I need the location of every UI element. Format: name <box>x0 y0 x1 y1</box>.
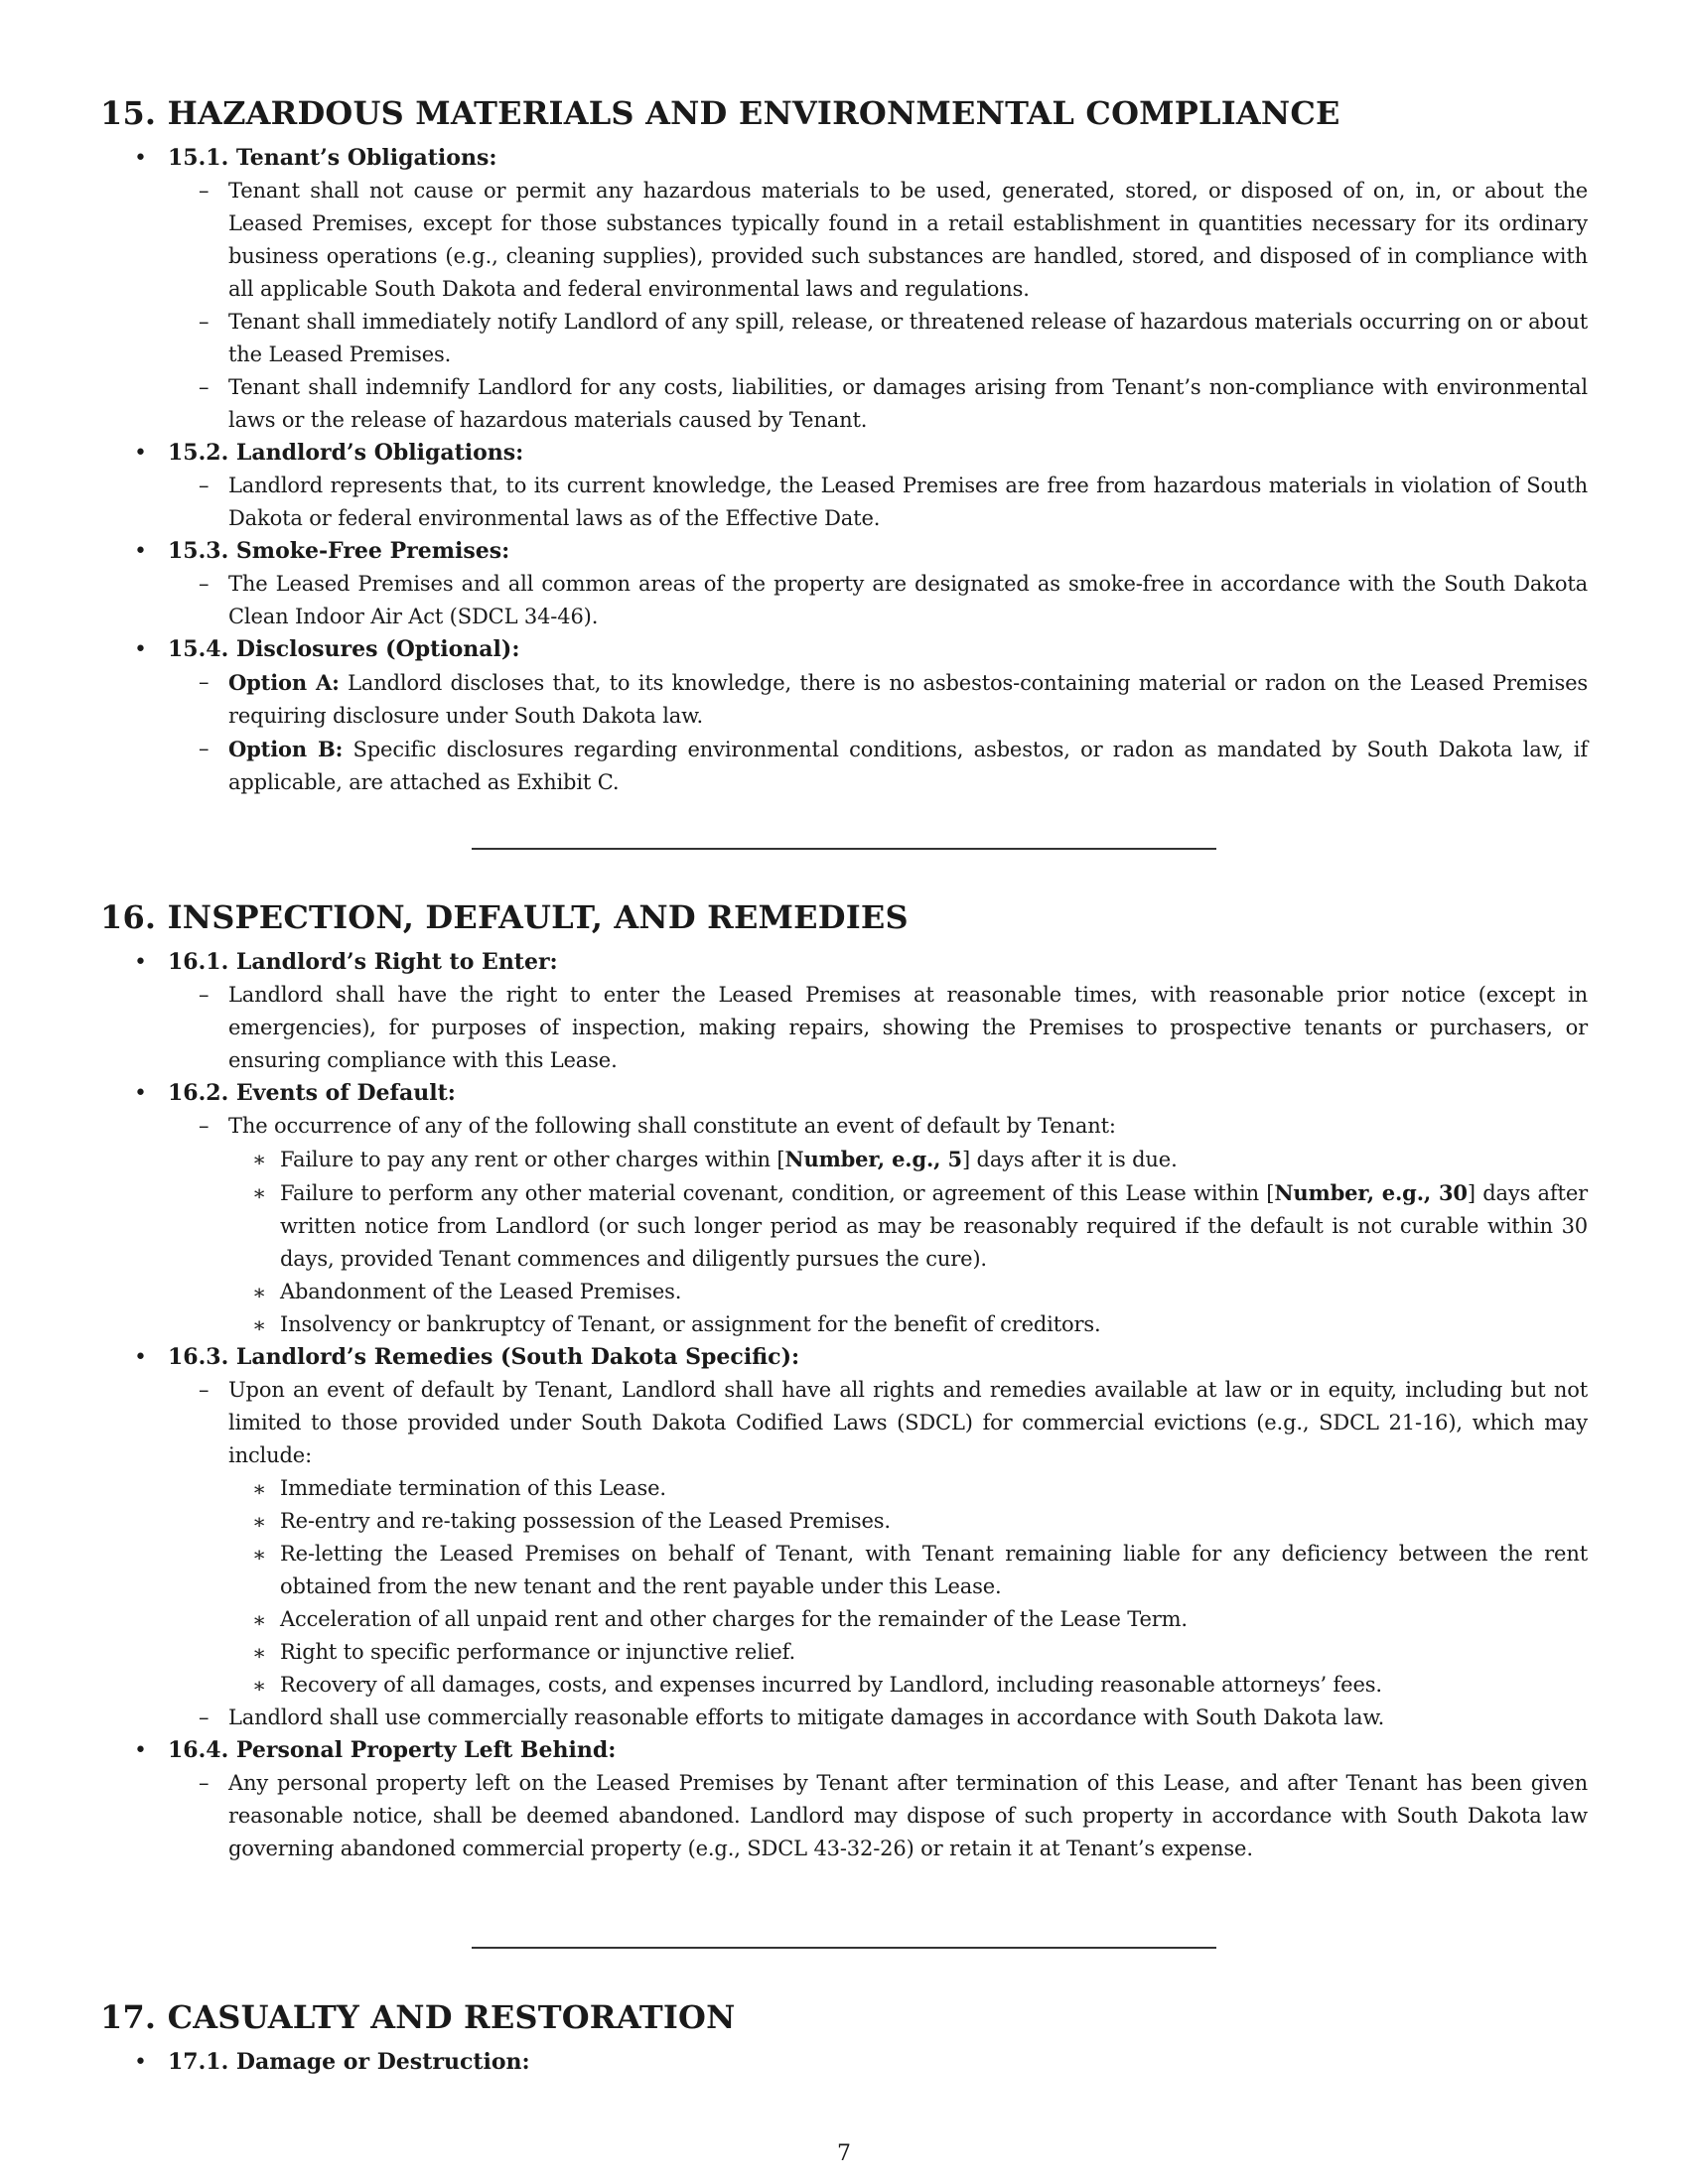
list-item: ∗ Failure to pay any rent or other charges within [Number, e.g., 5] days after it is due. <box>252 1147 1178 1171</box>
list-item: – The Leased Premises and all common areas of the property are designated as smoke-free in accordance with the South Dakota Clean Indoor Air Act (SDCL 34-46). <box>199 572 1588 628</box>
clause-15-3 <box>100 535 1588 633</box>
clause-16-4 <box>100 1734 1588 1865</box>
list-item: – Landlord shall use commercially reasonable efforts to mitigate damages in accordance with South Dakota law. <box>199 1706 1385 1729</box>
list-item: ∗ Immediate termination of this Lease. <box>252 1476 666 1501</box>
list-item: – The occurrence of any of the following shall constitute an event of default by Tenant: ∗ Failure to pay any rent or other charges within [Number, e.g., 5] days after it is due. ∗ Failure to perform any other material covenant, condition, or agreement of this Lease within [Number, e.g., 30] days after written notice from Landlord (or such longer period as may be reasonably required if the default is not curable within 30 days, provided Tenant commences and diligently pursues the cure). ∗ Abandonment of the Leased Premises. ∗ Insolvency or bankruptcy of Tenant, or assignment for the benefit of creditors. <box>167 1110 1588 1341</box>
bullet: • <box>134 441 147 466</box>
list-item: – Option A: Landlord discloses that, to its knowledge, there is no asbestos-containing material or radon on the Leased Premises requiring disclosure under South Dakota law. <box>199 670 1588 728</box>
bullet: • <box>134 1738 147 1763</box>
clause-15-4-heading: 15.4. Disclosures (Optional): <box>168 636 520 662</box>
section-16 <box>100 895 1588 1865</box>
clause-16-1 <box>100 946 1588 1077</box>
clause-15-3-heading: 15.3. Smoke-Free Premises: <box>168 538 510 564</box>
clause-17-1 <box>100 2046 1588 2079</box>
section-divider <box>472 848 1216 850</box>
section-16-title: 16. INSPECTION, DEFAULT, AND REMEDIES <box>100 898 909 936</box>
list-item: – Landlord shall have the right to enter the Leased Premises at reasonable times, with reasonable prior notice (except in emergencies), for purposes of inspection, making repairs, showing the Premises to prospective tenants or purchasers, or ensuring compliance with this Lease. <box>199 983 1588 1072</box>
list-item: ∗ Recovery of all damages, costs, and expenses incurred by Landlord, including reasonable attorneys’ fees. <box>252 1673 1382 1698</box>
clause-16-2 <box>100 1077 1588 1341</box>
clause-15-1-heading: 15.1. Tenant’s Obligations: <box>168 145 497 171</box>
clause-16-3-heading: 16.3. Landlord’s Remedies (South Dakota Specific): <box>168 1344 800 1370</box>
clause-15-2-heading: 15.2. Landlord’s Obligations: <box>168 440 524 466</box>
bullet: • <box>134 950 147 975</box>
list-item: ∗ Failure to perform any other material covenant, condition, or agreement of this Lease within [Number, e.g., 30] days after written notice from Landlord (or such longer period as may be reasonably required if the default is not curable within 30 days, provided Tenant commences and diligently pursues the cure). <box>252 1180 1589 1271</box>
list-item: ∗ Abandonment of the Leased Premises. <box>252 1280 682 1304</box>
list-item: – Tenant shall not cause or permit any hazardous materials to be used, generated, stored, or disposed of on, in, or about the Leased Premises, except for those substances typically found in a retail establishment in quantities necessary for its ordinary business operations (e.g., cleaning supplies), provided such substances are handled, stored, and disposed of in compliance with all applicable South Dakota and federal environmental laws and regulations. <box>199 179 1588 301</box>
section-15 <box>100 91 1588 799</box>
list-item: ∗ Re-entry and re-taking possession of the Leased Premises. <box>252 1509 891 1534</box>
clause-16-1-heading: 16.1. Landlord’s Right to Enter: <box>168 949 558 975</box>
list-item: – Landlord represents that, to its current knowledge, the Leased Premises are free from hazardous materials in violation of South Dakota or federal environmental laws as of the Effective Date. <box>199 474 1588 530</box>
list-item: – Tenant shall immediately notify Landlord of any spill, release, or threatened release of hazardous materials occurring on or about the Leased Premises. <box>199 310 1588 366</box>
bullet: • <box>134 1081 147 1106</box>
bullet: • <box>134 2050 147 2075</box>
list-item: ∗ Acceleration of all unpaid rent and other charges for the remainder of the Lease Term. <box>252 1607 1188 1632</box>
bullet: • <box>134 146 147 171</box>
clause-15-1 <box>100 142 1588 437</box>
list-item: – Upon an event of default by Tenant, Landlord shall have all rights and remedies available at law or in equity, including but not limited to those provided under South Dakota Codified Laws (SDCL) for commercial evictions (e.g., SDCL 21-16), which may include: ∗ Immediate termination of this Lease. ∗ Re-entry and re-taking possession of the Leased Premises. ∗ Re-letting the Leased Premises on behalf of Tenant, with Tenant remaining liable for any deficiency between the rent obtained from the new tenant and the rent payable under this Lease. ∗ Acceleration of all unpaid rent and other charges for the remainder of the Lease Term. ∗ Right to specific performance or injunctive relief. ∗ Recovery of all damages, costs, and expenses incurred by Landlord, including reasonable attorneys’ fees. <box>167 1374 1588 1702</box>
list-item: – Any personal property left on the Leased Premises by Tenant after termination of this Lease, and after Tenant has been given reasonable notice, shall be deemed abandoned. Landlord may dispose of such property in accordance with South Dakota law governing abandoned commercial property (e.g., SDCL 43-32-26) or retain it at Tenant’s expense. <box>199 1771 1588 1860</box>
list-item: ∗ Insolvency or bankruptcy of Tenant, or assignment for the benefit of creditors. <box>252 1312 1101 1337</box>
section-17-title: 17. CASUALTY AND RESTORATION <box>100 1998 736 2036</box>
clause-16-4-heading: 16.4. Personal Property Left Behind: <box>168 1737 617 1763</box>
bullet: • <box>134 1345 147 1370</box>
clause-16-3 <box>100 1341 1588 1734</box>
document-page <box>100 91 1588 2184</box>
option-a-label: Option A: <box>228 670 340 695</box>
clause-17-1-heading: 17.1. Damage or Destruction: <box>168 2049 530 2075</box>
page-number: 7 <box>837 2141 851 2166</box>
clause-15-4 <box>100 633 1588 799</box>
section-15-title: 15. HAZARDOUS MATERIALS AND ENVIRONMENTAL COMPLIANCE <box>100 94 1340 132</box>
list-item: ∗ Right to specific performance or injunctive relief. <box>252 1640 796 1665</box>
bullet: • <box>134 539 147 564</box>
clause-16-2-heading: 16.2. Events of Default: <box>168 1080 456 1106</box>
bullet: • <box>134 637 147 662</box>
list-item: ∗ Re-letting the Leased Premises on behalf of Tenant, with Tenant remaining liable for any deficiency between the rent obtained from the new tenant and the rent payable under this Lease. <box>252 1542 1588 1598</box>
section-divider <box>472 1947 1216 1949</box>
list-item: – Tenant shall indemnify Landlord for any costs, liabilities, or damages arising from Tenant’s non-compliance with environmental laws or the release of hazardous materials caused by Tenant. <box>199 375 1588 432</box>
list-item: – Option B: Specific disclosures regarding environmental conditions, asbestos, or radon as mandated by South Dakota law, if applicable, are attached as Exhibit C. <box>199 737 1588 794</box>
section-17 <box>100 1995 1588 2079</box>
option-b-label: Option B: <box>228 737 344 761</box>
clause-15-2 <box>100 437 1588 535</box>
